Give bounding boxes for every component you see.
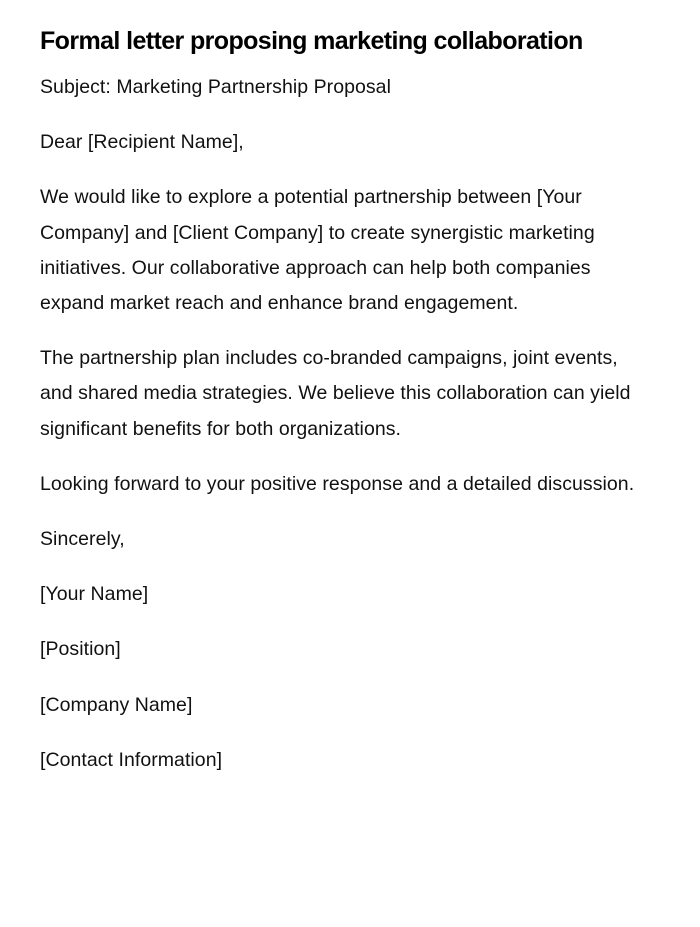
salutation: Dear [Recipient Name], [40,131,244,154]
body-paragraph-closing-remark: Looking forward to your positive response and a detailed discussion. [40,472,635,495]
body-paragraph-plan: The partnership plan includes co-branded campaigns, joint events, and shared media strategies. We believe this collaboration can yield significant benefits for both organizations. [40,347,631,440]
closing: Sincerely, [40,528,125,551]
subject-line: Subject: Marketing Partnership Proposal [40,76,391,98]
signature-position: [Position] [40,638,121,661]
signature-name: [Your Name] [40,583,149,606]
letter-document [40,24,650,798]
signature-contact: [Contact Information] [40,748,223,771]
signature-company: [Company Name] [40,693,193,716]
body-paragraph-intro: We would like to explore a potential partnership between [Your Company] and [Client Company] to create synergistic marketing initiatives. Our collaborative approach can help both companies expand market reach and enhance brand engagement. [40,186,595,315]
document-title: Formal letter proposing marketing collaboration [40,27,583,55]
